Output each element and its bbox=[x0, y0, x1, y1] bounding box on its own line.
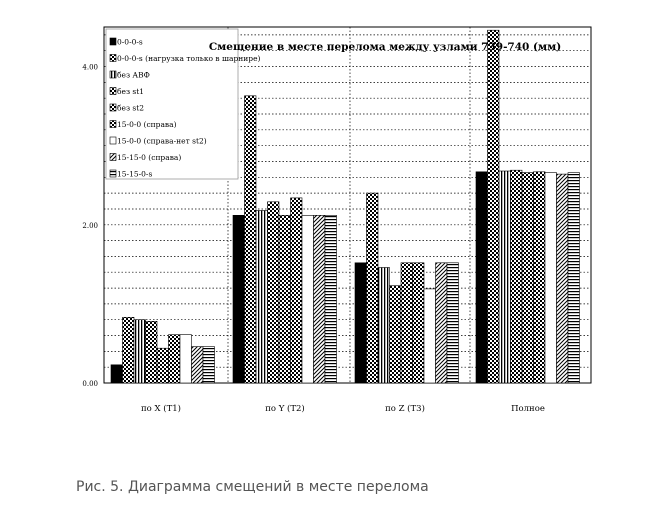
x-tick-label: по X (T1) bbox=[141, 404, 181, 414]
bar bbox=[169, 335, 181, 383]
bar bbox=[401, 263, 413, 383]
y-tick-label: 4.00 bbox=[82, 63, 98, 72]
bar bbox=[203, 347, 215, 383]
bar bbox=[245, 96, 257, 383]
bar bbox=[302, 215, 314, 383]
bar bbox=[568, 173, 580, 383]
bar bbox=[146, 321, 158, 383]
bar bbox=[355, 263, 367, 383]
legend-swatch bbox=[110, 121, 116, 128]
legend-swatch bbox=[110, 38, 116, 45]
y-tick-label: 0.00 bbox=[82, 380, 98, 388]
bar bbox=[545, 173, 557, 383]
legend-label: без st2 bbox=[117, 103, 145, 113]
legend-label: 0-0-0-s (нагрузка только в шарнире) bbox=[117, 54, 261, 63]
legend-label: 0-0-0-s bbox=[117, 37, 143, 47]
chart-title: Смещение в месте перелома между узлами 739-740 (мм) bbox=[208, 41, 562, 53]
bar bbox=[447, 263, 459, 383]
legend-label: 15-0-0 (справа) bbox=[117, 120, 177, 129]
bar bbox=[157, 348, 169, 383]
bar bbox=[511, 170, 523, 383]
x-tick-label: по Z (T3) bbox=[385, 404, 425, 414]
bar bbox=[390, 286, 402, 383]
bar bbox=[499, 171, 511, 383]
legend-swatch bbox=[110, 154, 116, 161]
bar bbox=[436, 263, 448, 383]
bar bbox=[279, 215, 291, 383]
y-tick-label: 2.00 bbox=[82, 221, 98, 230]
bar bbox=[233, 215, 245, 383]
legend-swatch bbox=[110, 55, 116, 62]
bar bbox=[413, 263, 425, 383]
legend-label: 15-0-0 (справа-нет st2) bbox=[117, 136, 207, 146]
bar bbox=[314, 215, 326, 383]
bar bbox=[534, 172, 546, 383]
bar bbox=[367, 193, 379, 383]
legend-label: 15-15-0-s bbox=[117, 169, 153, 179]
legend-swatch bbox=[110, 137, 116, 144]
x-tick-label: по Y (T2) bbox=[265, 404, 305, 414]
legend-label: без st1 bbox=[117, 87, 145, 96]
bar bbox=[192, 347, 204, 383]
bar bbox=[424, 289, 436, 383]
bar bbox=[325, 215, 337, 383]
bar bbox=[180, 335, 192, 383]
x-axis-labels bbox=[141, 403, 545, 414]
bar bbox=[291, 198, 303, 383]
legend-swatch bbox=[110, 71, 116, 78]
bar bbox=[476, 172, 488, 383]
bar bbox=[111, 365, 123, 383]
bar bbox=[134, 320, 146, 383]
legend-swatch bbox=[110, 88, 116, 95]
bar bbox=[268, 202, 280, 383]
bar bbox=[378, 268, 390, 384]
bar bbox=[256, 211, 268, 384]
legend-label: 15-15-0 (справа) bbox=[117, 153, 182, 162]
legend-label: без АВФ bbox=[117, 70, 150, 80]
y-axis-ticks bbox=[82, 64, 98, 388]
bar bbox=[123, 317, 135, 383]
x-tick-label: Полное bbox=[511, 404, 545, 414]
bar bbox=[522, 173, 534, 383]
bar bbox=[488, 30, 500, 383]
bar bbox=[557, 174, 569, 383]
figure-caption: Рис. 5. Диаграмма смещений в месте перелома bbox=[76, 479, 429, 495]
legend-swatch bbox=[110, 170, 116, 177]
legend-swatch bbox=[110, 104, 116, 111]
